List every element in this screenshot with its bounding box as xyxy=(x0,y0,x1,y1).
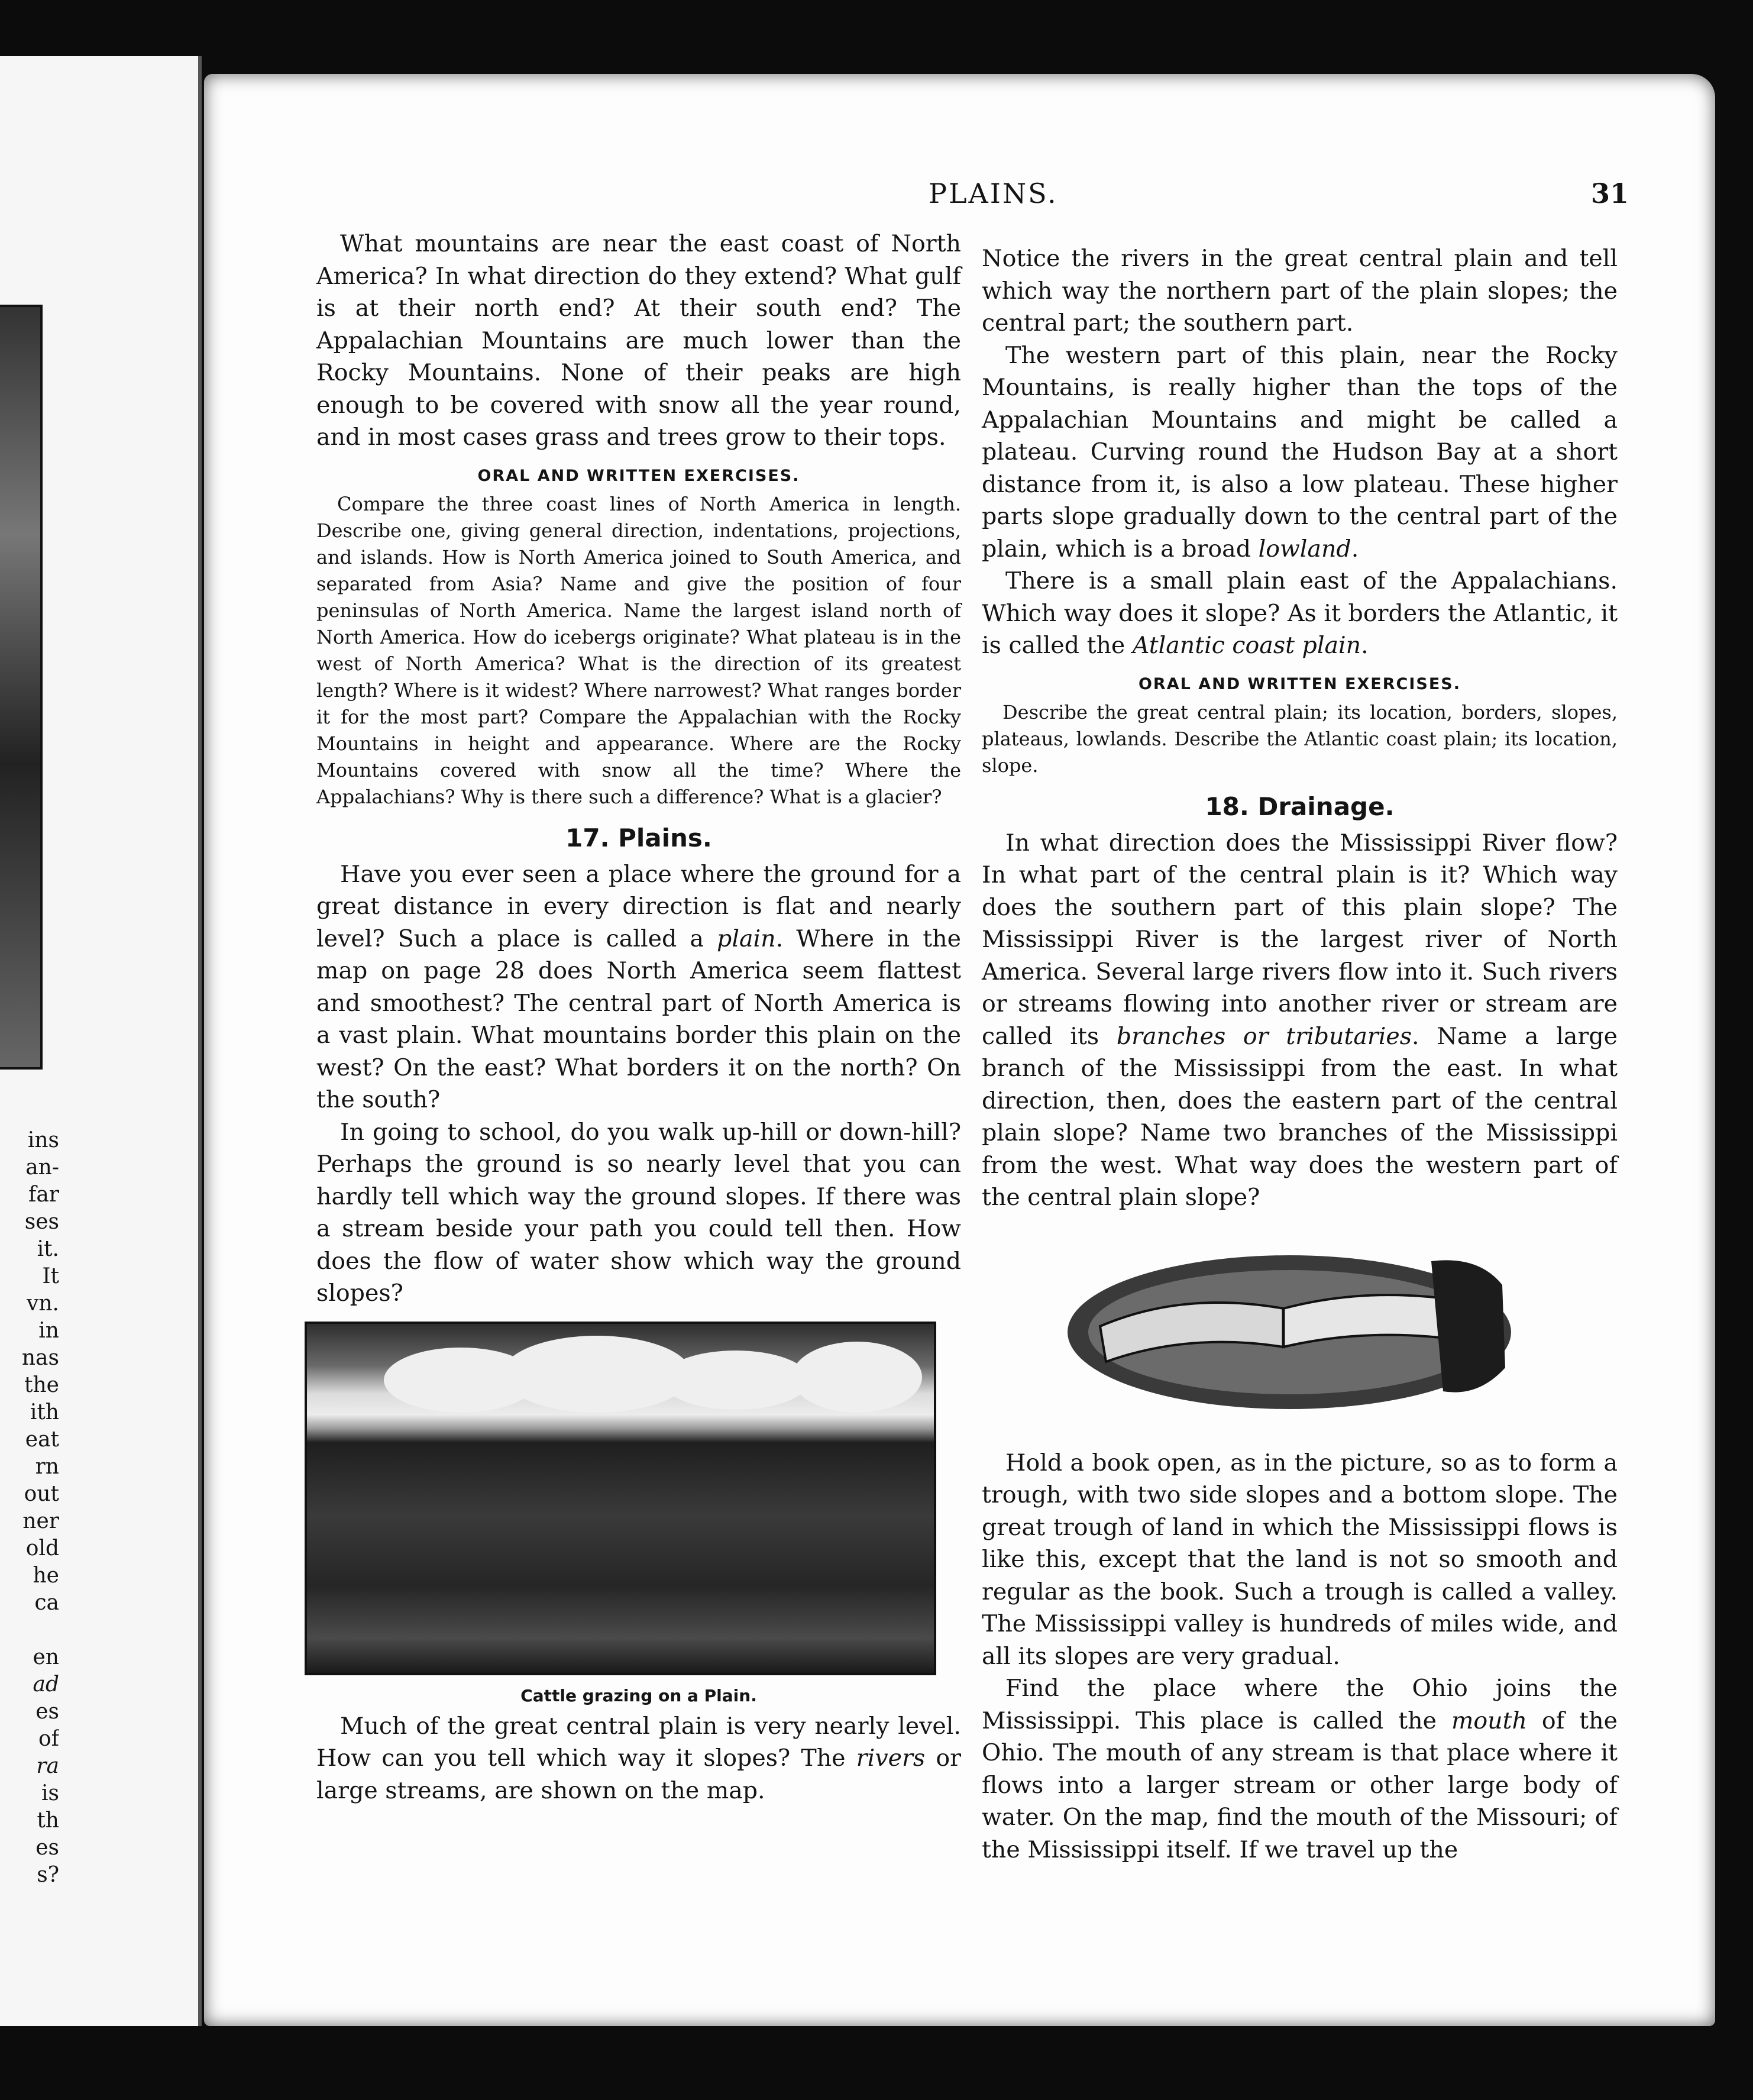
left-page-text-fragments xyxy=(0,1127,59,1889)
text-run: Find the place where the Ohio joins the Mississippi. This place is called the xyxy=(982,1675,1618,1734)
plains-paragraph-5 xyxy=(982,340,1618,566)
text-fragment: rn xyxy=(35,1455,59,1479)
exercises-text: Describe the great central plain; its location, borders, slopes, plateaus, lowlands. Describe the Atlantic coast plain; its location, slope. xyxy=(982,700,1618,777)
plains-paragraph-2: In going to school, do you walk up-hill or down-hill? Perhaps the ground is so nearly level that you can hardly tell which way the ground slopes. If there was a stream beside your path you could tell then. How does the flow of water show which way the ground slopes? xyxy=(316,1118,961,1307)
text-fragment: es xyxy=(35,1700,59,1724)
plains-paragraph-4: Notice the rivers in the great central plain and tell which way the northern part of the plain slopes; the central part; the southern part. xyxy=(982,245,1618,337)
text-fragment: ses xyxy=(24,1210,59,1234)
text-fragment: ad xyxy=(33,1672,59,1697)
text-fragment: in xyxy=(38,1319,59,1343)
left-page-illustration-fragment xyxy=(0,305,43,1070)
cattle-plain-illustration xyxy=(305,1322,936,1675)
plains-paragraph-6 xyxy=(982,565,1618,662)
emphasis-term: branches or tributaries xyxy=(1116,1022,1412,1050)
text-fragment: old xyxy=(25,1536,59,1561)
text-fragment: the xyxy=(24,1373,59,1397)
text-fragment: it. xyxy=(37,1237,59,1261)
emphasis-term: lowland xyxy=(1258,535,1351,563)
text-fragment: eat xyxy=(25,1427,59,1452)
text-fragment: of xyxy=(38,1727,59,1751)
drainage-paragraph-2: Hold a book open, as in the picture, so as to form a trough, with two side slopes and a bottom slope. The great trough of land in which the Mississippi flows is like this, except that the land is not so smooth and regular as the book. Such a trough is called a valley. The Mississippi valley is hundreds of miles wide, and all its slopes are very gradual. xyxy=(982,1449,1618,1670)
text-fragment: It xyxy=(42,1264,59,1288)
text-fragment: vn. xyxy=(27,1291,59,1316)
text-run: . xyxy=(1351,535,1359,563)
text-fragment: es xyxy=(35,1836,59,1860)
intro-paragraph: What mountains are near the east coast of North America? In what direction do they extend? What gulf is at their north end? At their south end? The Appalachian Mountains are much lower than the Rocky Mountains. None of their peaks are high enough to be covered with snow all the year round, and in most cases grass and trees grow to their tops. xyxy=(316,230,961,451)
text-run: In what direction does the Mississippi River flow? In what part of the central plain is it? Which way does the southern part of this plain slope? The Mississippi River is the largest river of North America. Several large rivers flow into it. Such rivers or streams flowing into another river or stream are called its xyxy=(982,829,1618,1050)
open-book-illustration xyxy=(1065,1238,1514,1415)
exercises-heading: ORAL AND WRITTEN EXERCISES. xyxy=(477,466,800,485)
text-fragment: ins xyxy=(27,1128,59,1152)
exercises-text: Compare the three coast lines of North America in length. Describe one, giving general direction, indentations, projections, and islands. How is North America joined to South America, and separated from Asia? Name and give the position of four peninsulas of North America. Name the largest island north of North America. How do icebergs originate? What plateau is in the west of North America? What is the direction of its greatest length? Where is it widest? Where narrowest? What ranges border it for the most part? Compare the Appalachian with the Rocky Mountains in height and appearance. Where are the Rocky Mountains covered with snow all the time? Where the Appalachians? Why is there such a difference? What is a glacier? xyxy=(316,492,961,808)
text-fragment: an- xyxy=(25,1155,59,1180)
text-fragment: ner xyxy=(22,1509,59,1533)
drainage-paragraph-3 xyxy=(982,1672,1618,1866)
drainage-paragraph-1 xyxy=(982,827,1618,1214)
text-fragment: ca xyxy=(34,1591,59,1615)
text-fragment: s? xyxy=(37,1863,59,1887)
text-run: . Where in the map on page 28 does North America seem flattest and smoothest? The central part of North America is a vast plain. What mountains border this plain on the west? On the east? What borders it on the north? On the south? xyxy=(316,925,961,1113)
text-run: or large streams, are shown on the map. xyxy=(316,1744,961,1804)
left-page-edge xyxy=(0,56,202,2026)
emphasis-term: mouth xyxy=(1451,1707,1527,1734)
text-run: There is a small plain east of the Appalachians. Which way does it slope? As it borders the Atlantic, it is called the xyxy=(982,567,1618,659)
page-number: 31 xyxy=(1591,177,1629,209)
text-fragment: nas xyxy=(21,1346,59,1370)
text-run: . xyxy=(1361,632,1369,659)
plains-paragraph-1 xyxy=(316,858,961,1116)
text-run: . Name a large branch of the Mississippi from the east. In what direction, then, does the eastern part of the central plain slope? Name two branches of the Mississippi from the west. What way does the western part of the central plain slope? xyxy=(982,1022,1618,1211)
text-fragment: en xyxy=(33,1645,59,1669)
text-fragment: th xyxy=(37,1808,59,1833)
text-fragment: out xyxy=(24,1482,59,1506)
figure-caption: Cattle grazing on a Plain. xyxy=(520,1685,757,1705)
emphasis-term: plain xyxy=(717,925,776,952)
exercises-heading: ORAL AND WRITTEN EXERCISES. xyxy=(1138,674,1461,693)
running-header-title: PLAINS. xyxy=(929,177,1058,209)
text-run: of the Ohio. The mouth of any stream is that place where it flows into a larger stream or other large body of water. On the map, find the mouth of the Missouri; of the Mississippi itself. If we travel up the xyxy=(982,1707,1618,1863)
left-text-column xyxy=(316,228,961,1807)
right-text-column xyxy=(982,243,1618,1866)
text-run: Much of the great central plain is very nearly level. How can you tell which way it slopes? The xyxy=(316,1712,961,1772)
plains-paragraph-3 xyxy=(316,1710,961,1807)
text-fragment: ra xyxy=(36,1754,59,1778)
text-fragment: is xyxy=(41,1781,59,1805)
section-heading-drainage: 18. Drainage. xyxy=(1205,791,1395,821)
text-fragment: far xyxy=(28,1183,59,1207)
text-run: The western part of this plain, near the Rocky Mountains, is really higher than the tops of the Appalachian Mountains and might be called a plateau. Curving round the Hudson Bay at a short distance from it, is also a low plateau. These higher parts slope gradually down to the central part of the plain, which is a broad xyxy=(982,341,1618,563)
text-run: Have you ever seen a place where the ground for a great distance in every direction is flat and nearly level? Such a place is called a xyxy=(316,860,961,952)
emphasis-term: Atlantic coast plain xyxy=(1132,632,1361,659)
section-heading-plains: 17. Plains. xyxy=(565,823,712,852)
emphasis-term: rivers xyxy=(856,1744,926,1772)
text-fragment: he xyxy=(33,1563,59,1588)
text-fragment: ith xyxy=(30,1400,59,1424)
